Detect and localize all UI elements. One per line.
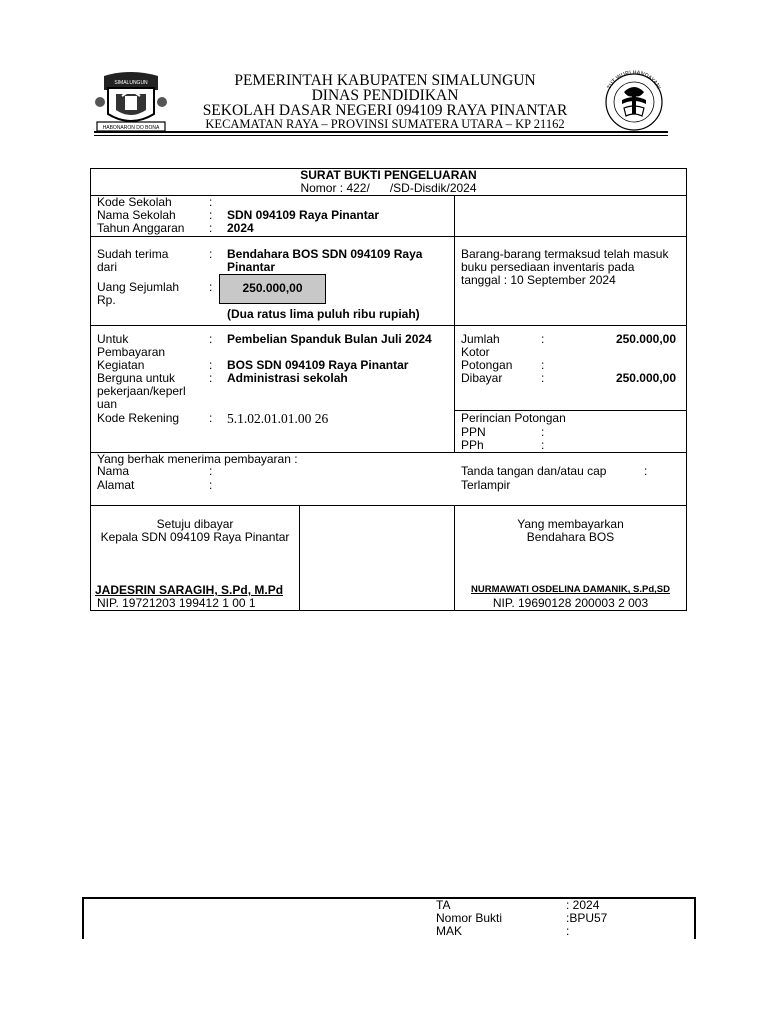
potongan-colon: :	[541, 358, 545, 372]
untuk-value: Pembelian Spanduk Bulan Juli 2024	[227, 332, 432, 346]
letterhead-rule-thick	[94, 131, 668, 133]
kode-sekolah-colon: :	[209, 195, 213, 209]
membayarkan-line-1: Yang membayarkan	[517, 517, 624, 531]
alamat-colon: :	[209, 478, 213, 492]
nama-colon: :	[209, 464, 213, 478]
barang-note-2: buku persediaan inventaris pada	[461, 260, 635, 274]
terlampir-label: Terlampir	[461, 478, 511, 492]
footer-nomor-bukti-value: :BPU57	[566, 911, 608, 925]
dibayar-colon: :	[541, 371, 545, 385]
footer-mak-value: :	[566, 924, 570, 938]
berguna-label-1: Berguna untuk	[97, 371, 176, 385]
sudah-terima-value-1: Bendahara BOS SDN 094109 Raya	[227, 247, 423, 261]
kepala-nip: NIP. 19721203 199412 1 00 1	[97, 596, 256, 610]
kegiatan-label: Kegiatan	[97, 358, 145, 372]
barang-note-3: tanggal : 10 September 2024	[461, 273, 616, 287]
sudah-terima-label-2: dari	[97, 260, 118, 274]
setuju-line-2: Kepala SDN 094109 Raya Pinantar	[100, 530, 290, 544]
berhak-label: Yang berhak menerima pembayaran :	[97, 452, 298, 466]
footer-ta-value: : 2024	[566, 898, 600, 912]
kepala-name: JADESRIN SARAGIH, S.Pd, M.Pd	[95, 583, 284, 597]
kegiatan-colon: :	[209, 358, 213, 372]
jumlah-value: 250.000,00	[615, 332, 676, 346]
amount-box: 250.000,00	[219, 274, 326, 304]
perincian-label: Perincian Potongan	[461, 411, 566, 425]
jumlah-colon: :	[541, 332, 545, 346]
barang-note-1: Barang-barang termaksud telah masuk	[461, 247, 669, 261]
pph-colon: :	[541, 438, 545, 452]
berguna-value: Administrasi sekolah	[227, 371, 348, 385]
sudah-terima-label-1: Sudah terima	[97, 247, 169, 261]
dibayar-value: 250.000,00	[615, 371, 676, 385]
potongan-label: Potongan	[461, 358, 513, 372]
footer-mak-label: MAK	[436, 924, 463, 938]
tanda-tangan-colon: :	[644, 464, 648, 478]
kegiatan-value: BOS SDN 094109 Raya Pinantar	[227, 358, 409, 372]
kode-rekening-colon: :	[209, 411, 213, 425]
berguna-label-2: pekerjaan/keperl	[97, 384, 186, 398]
tahun-anggaran-value: 2024	[227, 221, 254, 235]
kode-sekolah-label: Kode Sekolah	[97, 195, 172, 209]
jumlah-label-2: Kotor	[461, 345, 490, 359]
letterhead-rule-thin	[94, 135, 668, 136]
uang-sejumlah-label-1: Uang Sejumlah	[97, 280, 180, 294]
bendahara-name: NURMAWATI OSDELINA DAMANIK, S.Pd,SD	[471, 584, 670, 595]
nama-label: Nama	[97, 464, 130, 478]
logo-right-text: TUT WURI HANDAYANI	[606, 70, 662, 91]
alamat-label: Alamat	[97, 478, 135, 492]
ppn-colon: :	[541, 425, 545, 439]
nama-sekolah-label: Nama Sekolah	[97, 208, 176, 222]
jumlah-label-1: Jumlah	[461, 332, 500, 346]
form-nomor: Nomor : 422/ /SD-Disdik/2024	[300, 181, 477, 195]
amount-terbilang: (Dua ratus lima puluh ribu rupiah)	[227, 307, 420, 321]
form-title: SURAT BUKTI PENGELUARAN	[300, 168, 477, 182]
footer-ta-label: TA	[436, 898, 451, 912]
header-line-4: KECAMATAN RAYA – PROVINSI SUMATERA UTARA – KP 21162	[205, 117, 565, 131]
kode-rekening-label: Kode Rekening	[97, 411, 180, 425]
pph-label: PPh	[461, 438, 484, 452]
berguna-label-3: uan	[97, 397, 118, 411]
untuk-label-2: Pembayaran	[97, 345, 166, 359]
nama-sekolah-value: SDN 094109 Raya Pinantar	[227, 208, 380, 222]
logo-left-banner-text: HABONARON DO BONA	[102, 125, 160, 131]
nama-sekolah-colon: :	[209, 208, 213, 222]
header-line-1: PEMERINTAH KABUPATEN SIMALUNGUN	[234, 72, 536, 89]
tanda-tangan-label: Tanda tangan dan/atau cap	[461, 464, 607, 478]
sudah-terima-value-2: Pinantar	[227, 260, 276, 274]
kode-rekening-value: 5.1.02.01.01.00 26	[227, 411, 329, 426]
ppn-label: PPN	[461, 425, 486, 439]
setuju-line-1: Setuju dibayar	[156, 517, 234, 531]
header-line-3: SEKOLAH DASAR NEGERI 094109 RAYA PINANTAR	[202, 102, 568, 119]
tahun-anggaran-label: Tahun Anggaran	[97, 221, 185, 235]
untuk-colon: :	[209, 332, 213, 346]
header-line-2: DINAS PENDIDIKAN	[311, 87, 459, 104]
tut-wuri-handayani-logo	[600, 70, 668, 134]
footer-nomor-bukti-label: Nomor Bukti	[436, 911, 503, 925]
uang-sejumlah-colon: :	[209, 280, 213, 294]
bendahara-nip: NIP. 19690128 200003 2 003	[492, 596, 649, 610]
logo-left-top-text: SIMALUNGUN	[114, 80, 148, 86]
untuk-label-1: Untuk	[97, 332, 129, 346]
tahun-anggaran-colon: :	[209, 221, 213, 235]
berguna-colon: :	[209, 371, 213, 385]
dibayar-label: Dibayar	[461, 371, 503, 385]
membayarkan-line-2: Bendahara BOS	[526, 530, 615, 544]
uang-sejumlah-label-2: Rp.	[97, 293, 116, 307]
simalungun-regency-logo	[94, 70, 168, 136]
sudah-terima-colon: :	[209, 247, 213, 261]
